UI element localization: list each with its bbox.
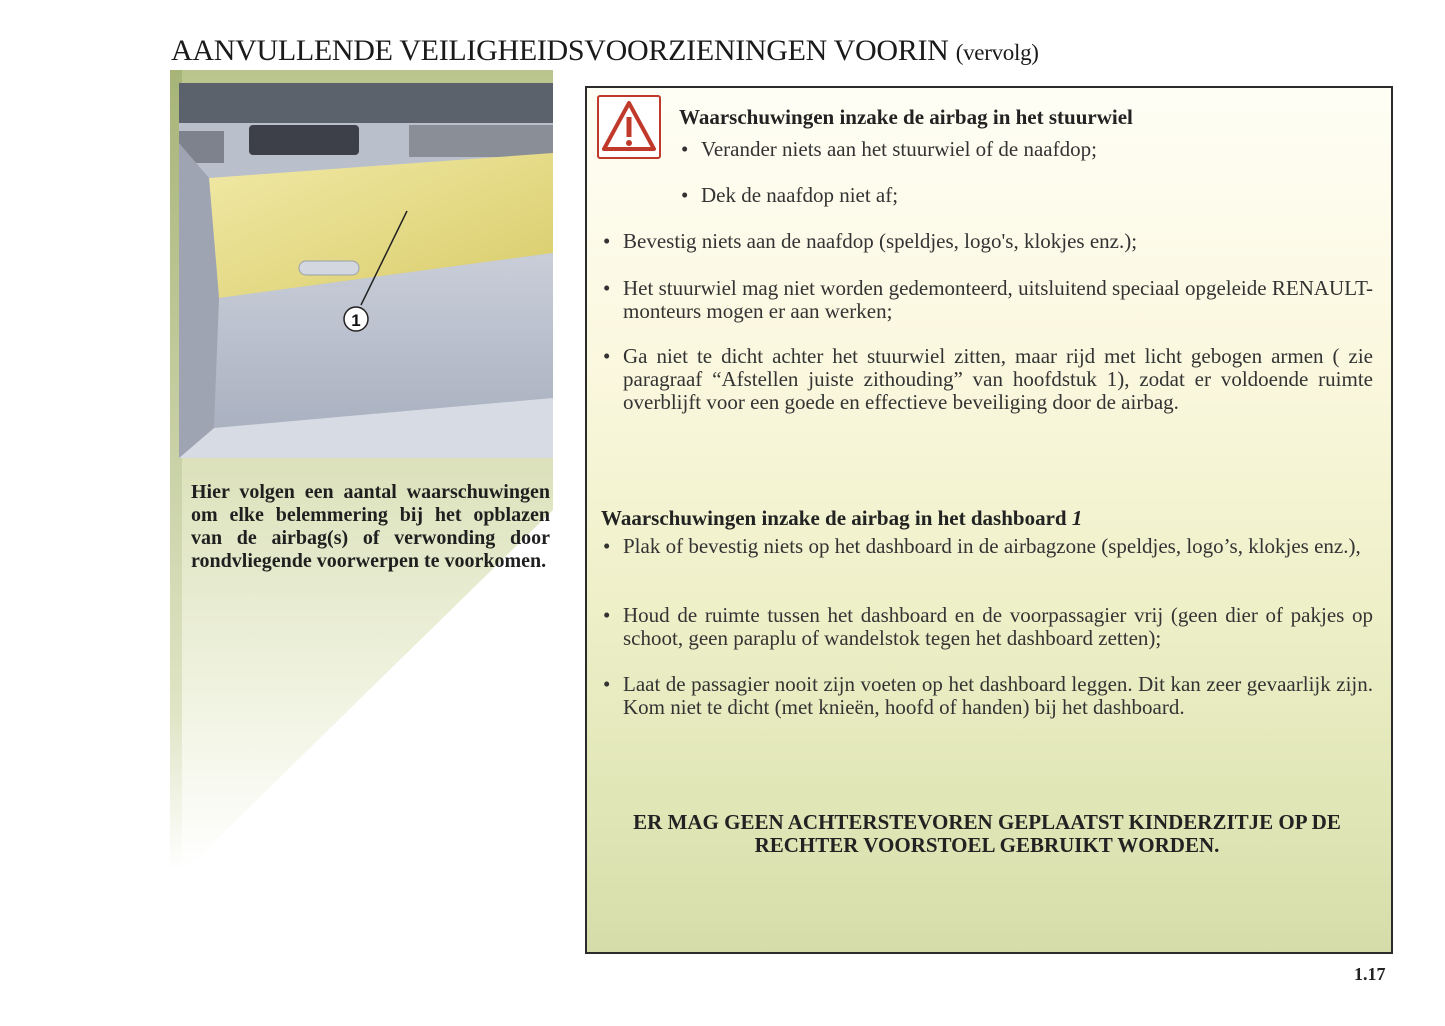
- dashboard-item-3: • Laat de passagier nooit zijn voeten op het dashboard leggen. Dit kan zeer gevaarlijk zijn. Kom niet te dicht (met knieën, hoofd of handen) bij het dashboard.: [601, 673, 1373, 719]
- callout-label: 1: [351, 311, 361, 330]
- dashboard-heading-text: Waarschuwingen inzake de airbag in het dashboard: [601, 506, 1067, 530]
- warning-box: [585, 86, 1393, 954]
- page-title-suffix: (vervolg): [955, 40, 1039, 65]
- dashboard-heading: [601, 506, 1082, 531]
- dashboard-heading-ref: 1: [1071, 506, 1083, 530]
- intro-caption: Hier volgen een aantal waarschuwingen om elke belemmering bij het opblazen van de airbag(s) of verwonding door rondvliegende voorwerpen te voorkomen.: [191, 481, 550, 572]
- air-vent-right: [409, 125, 553, 157]
- steering-item-2: • Dek de naafdop niet af;: [679, 184, 898, 207]
- steering-item-3: • Bevestig niets aan de naafdop (speldjes, logo's, klokjes enz.);: [601, 230, 1137, 253]
- dashboard-item-2: • Houd de ruimte tussen het dashboard en de voorpassagier vrij (geen dier of pakjes op schoot, geen paraplu of wandelstok tegen het dashboard zetten);: [601, 604, 1373, 650]
- airbag-label-plate: [299, 261, 359, 275]
- dashboard-item-1: • Plak of bevestig niets op het dashboard in de airbagzone (speldjes, logo’s, klokjes enz.),: [601, 535, 1373, 558]
- dashboard-illustration: [179, 83, 553, 458]
- dash-top: [179, 83, 553, 123]
- child-seat-warning: ER MAG GEEN ACHTERSTEVOREN GEPLAATST KINDERZITJE OP DE RECHTER VOORSTOEL GEBRUIKT WORDEN.: [633, 810, 1341, 857]
- page-title-main: AANVULLENDE VEILIGHEIDSVOORZIENINGEN VOORIN: [171, 34, 949, 67]
- steering-item-5: • Ga niet te dicht achter het stuurwiel zitten, maar rijd met licht gebogen armen ( zie paragraaf “Afstellen juiste zithouding” van hoofdstuk 1), zodat er voldoende ruimte overblijft voor een goede en effectieve beveiliging door de airbag.: [601, 345, 1373, 414]
- page-title: [171, 34, 1039, 68]
- air-vent-center: [249, 125, 359, 155]
- dashboard-photo: [179, 83, 553, 458]
- page-number: 1.17: [1354, 964, 1386, 984]
- steering-item-1: • Verander niets aan het stuurwiel of de naafdop;: [679, 138, 1097, 161]
- steering-wheel-heading: Waarschuwingen inzake de airbag in het stuurwiel: [679, 105, 1133, 129]
- warning-triangle-icon: [597, 95, 661, 159]
- steering-item-4: • Het stuurwiel mag niet worden gedemonteerd, uitsluitend speciaal opgeleide RENAULT-monteurs mogen er aan werken;: [601, 277, 1373, 323]
